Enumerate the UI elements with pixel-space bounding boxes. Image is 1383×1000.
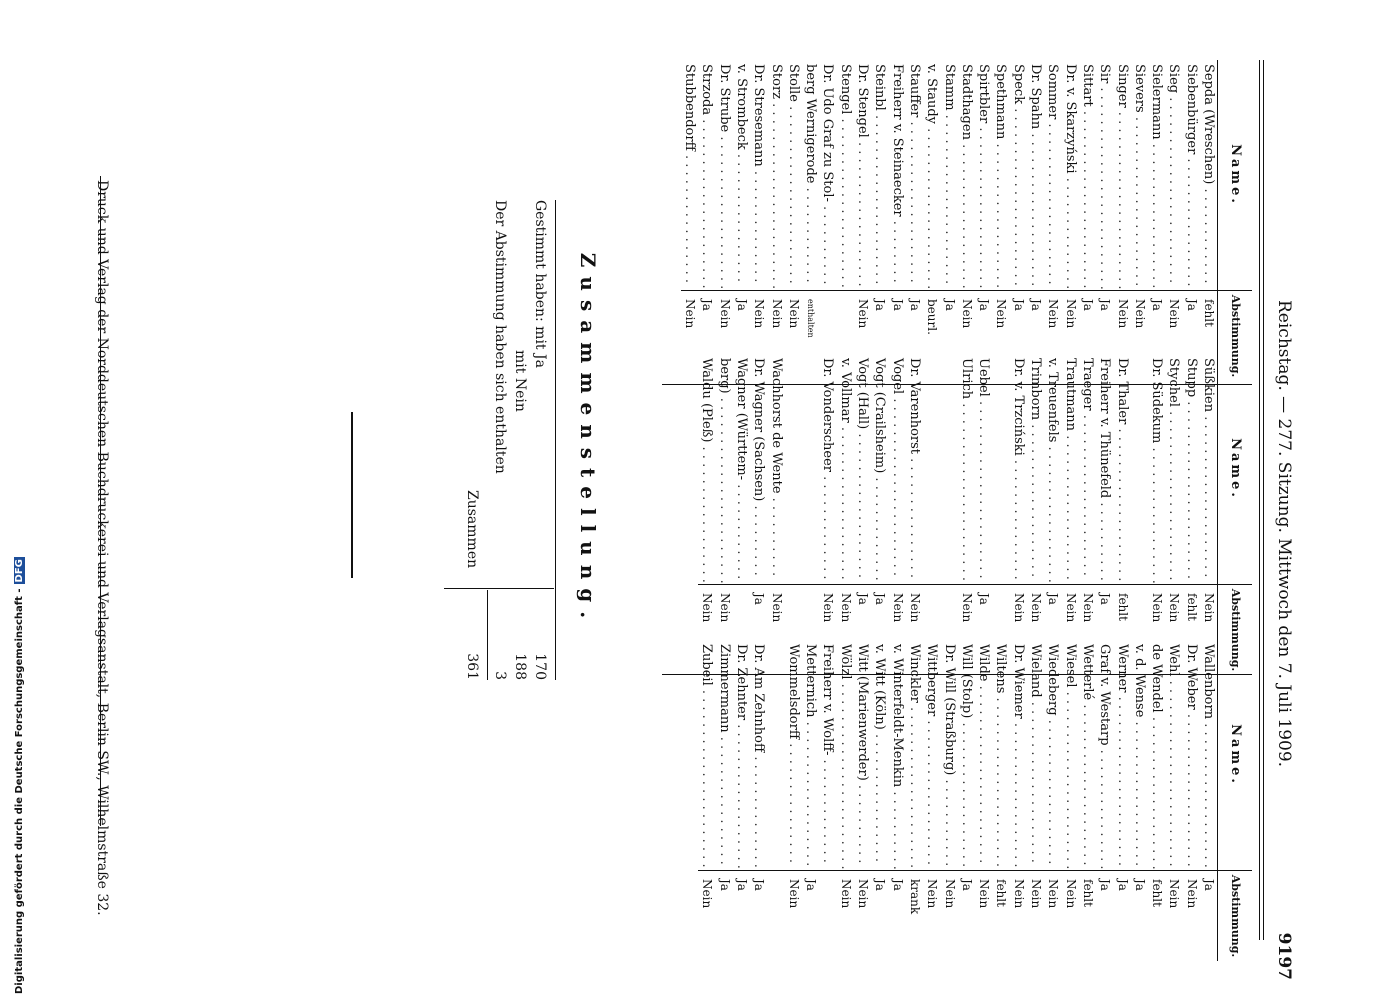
- vote-value: Ja: [975, 290, 992, 380]
- vote-value: Ja: [1079, 290, 1096, 380]
- vote-value: Ja: [1182, 290, 1199, 380]
- table-row: [698, 354, 715, 675]
- table-row: [1131, 60, 1148, 381]
- member-name: Dr. Wiemer . . .: [1009, 640, 1026, 870]
- table-row: [750, 640, 767, 961]
- member-name: Steinbl . . .: [871, 60, 888, 290]
- member-name: Uebel . . .: [975, 354, 992, 584]
- member-name: Werner . . .: [1113, 640, 1130, 870]
- table-row: [767, 60, 784, 381]
- table-header: [1217, 60, 1252, 381]
- vote-value: Nein: [854, 290, 871, 380]
- table-row: [923, 354, 940, 675]
- table-row: [785, 60, 802, 381]
- member-name: Storz . . .: [767, 60, 784, 290]
- table-row: [1113, 354, 1130, 675]
- column-header-vote: Abstimmung.: [1218, 584, 1252, 675]
- header-rule-2: [1259, 60, 1260, 940]
- table-row: [992, 354, 1009, 675]
- table-row: [1079, 60, 1096, 381]
- vote-value: Nein: [975, 870, 992, 960]
- member-name: Siebenbürger . . .: [1182, 60, 1199, 290]
- vote-value: Nein: [836, 870, 853, 960]
- vote-value: Nein: [1061, 290, 1078, 380]
- dfg-logo: DFG: [14, 559, 25, 583]
- member-name: Strzoda . . .: [698, 60, 715, 290]
- member-name: Metternich . . .: [802, 640, 819, 870]
- member-name: v. d. Wense . . .: [1131, 640, 1148, 870]
- vote-value: Nein: [819, 584, 836, 674]
- vote-value: Ja: [888, 290, 905, 380]
- imprint-footer: Druck und Verlag der Norddeutschen Buchdruckerei und Verlagsanstalt, Berlin SW., Wilhelmstraße 32.: [94, 180, 110, 916]
- table-row: [871, 640, 888, 961]
- vote-value: fehlt: [1200, 290, 1217, 380]
- vote-value: Ja: [871, 870, 888, 960]
- member-name: v. Vollmar . . .: [836, 354, 853, 584]
- vote-value: fehlt: [992, 870, 1009, 960]
- table-row: [1182, 640, 1199, 961]
- table-header: [1217, 354, 1252, 675]
- vote-value: Ja: [1113, 870, 1130, 960]
- vote-value: Ja: [1148, 290, 1165, 380]
- vote-value: Ja: [698, 290, 715, 380]
- table-row: [1182, 60, 1199, 381]
- summary-total-rule: [487, 590, 488, 680]
- member-name: Waldu (Pleß) . . .: [698, 354, 715, 584]
- table-row: [836, 354, 853, 675]
- vote-value: Ja: [1096, 290, 1113, 380]
- vote-value: Nein: [1027, 584, 1044, 674]
- table-row: [1009, 60, 1026, 381]
- vote-value: Nein: [1200, 584, 1217, 674]
- summary-title: Zusammenstellung.: [576, 252, 600, 628]
- vote-value: Nein: [1182, 870, 1199, 960]
- vote-value: Ja: [871, 290, 888, 380]
- table-row: [871, 60, 888, 381]
- member-name: Stychel . . .: [1165, 354, 1182, 584]
- vote-value: Nein: [1165, 870, 1182, 960]
- member-name: Dr. Stengel . . .: [854, 60, 871, 290]
- vote-value: Ja: [975, 584, 992, 674]
- divider-line: [351, 412, 353, 578]
- table-row: [906, 60, 923, 381]
- column-header-vote: Abstimmung.: [1218, 870, 1252, 961]
- table-row: [1148, 60, 1165, 381]
- table-row: [958, 640, 975, 961]
- member-name: Dr. Vonderscheer . . .: [819, 354, 836, 584]
- table-row: [1044, 640, 1061, 961]
- table-row: [767, 354, 784, 675]
- table-row: [958, 60, 975, 381]
- member-name: berg Wernigerode . . .: [802, 60, 819, 290]
- member-name: Vogt (Crailsheim) . . .: [871, 354, 888, 584]
- member-name: Freiherr v. Steinaecker . . .: [888, 60, 905, 290]
- vote-value: Nein: [785, 870, 802, 960]
- vote-value: Nein: [1061, 584, 1078, 674]
- summary-line: Der Abstimmung haben sich enthalten 3: [492, 200, 508, 680]
- vote-value: Ja: [802, 870, 819, 960]
- member-name: Wiltens . . .: [992, 640, 1009, 870]
- summary-box: [460, 200, 600, 680]
- member-name: Traeger . . .: [1079, 354, 1096, 584]
- member-name: Freiherr v. Thünefeld . . .: [1096, 354, 1113, 584]
- table-row: [1165, 640, 1182, 961]
- member-name: Dr. Stresemann . . .: [750, 60, 767, 290]
- vote-value: beurl.: [923, 290, 940, 380]
- summary-line: Gestimmt haben: mit Ja 170: [532, 200, 548, 680]
- vote-value: Nein: [681, 290, 698, 380]
- member-name: Dr. Will (Straßburg) . . .: [940, 640, 957, 870]
- vote-value: Nein: [958, 584, 975, 674]
- vote-value: Nein: [1009, 870, 1026, 960]
- member-name: Zimmermann . . .: [715, 640, 732, 870]
- table-row: [733, 640, 750, 961]
- table-row: [1113, 60, 1130, 381]
- table-row: [1200, 354, 1217, 675]
- page-header: [1266, 60, 1300, 980]
- table-header: [1217, 640, 1252, 961]
- member-name: Dr. Am Zehnhoff . . .: [750, 640, 767, 870]
- member-name: Dr. Südekum . . .: [1148, 354, 1165, 584]
- member-name: Sir . . .: [1096, 60, 1113, 290]
- vote-value: Ja: [1096, 870, 1113, 960]
- vote-value: Ja: [1200, 870, 1217, 960]
- member-name: Sepda (Wreschen) . . .: [1200, 60, 1217, 290]
- vote-value: fehlt: [1182, 584, 1199, 674]
- member-name: Stauffer . . .: [906, 60, 923, 290]
- member-name: Stamm . . .: [940, 60, 957, 290]
- vote-value: Nein: [715, 290, 732, 380]
- member-name: Dr. Zehnter . . .: [733, 640, 750, 870]
- table-row: [802, 60, 819, 381]
- table-row: [923, 60, 940, 381]
- header-rule: [1263, 60, 1264, 940]
- vote-value: Nein: [1044, 870, 1061, 960]
- vote-value: Ja: [871, 584, 888, 674]
- vote-value: Ja: [715, 870, 732, 960]
- vote-value: Nein: [1044, 290, 1061, 380]
- table-row: [698, 60, 715, 381]
- member-name: Wieland . . .: [1027, 640, 1044, 870]
- member-name: Will (Stolp) . . .: [958, 640, 975, 870]
- member-name: Dr. Varenhorst . . .: [906, 354, 923, 584]
- table-row: [975, 640, 992, 961]
- table-row: [819, 640, 836, 961]
- table-row: [975, 60, 992, 381]
- table-row: [1096, 640, 1113, 961]
- vote-value: [767, 870, 784, 960]
- vote-value: Nein: [836, 584, 853, 674]
- table-row: [1148, 354, 1165, 675]
- table-row: [1165, 354, 1182, 675]
- member-name: Speck . . .: [1009, 60, 1026, 290]
- member-name: Trimborn . . .: [1027, 354, 1044, 584]
- member-name: Dr. Udo Graf zu Stol- . . .: [819, 60, 836, 290]
- table-row: [1079, 354, 1096, 675]
- table-row: [1027, 60, 1044, 381]
- vote-value: Nein: [1027, 870, 1044, 960]
- table-row: [1009, 354, 1026, 675]
- table-row: [1200, 640, 1217, 961]
- vote-value: Nein: [958, 290, 975, 380]
- member-name: Witt (Marienwerder) . . .: [854, 640, 871, 870]
- member-name: Zubeil . . .: [698, 640, 715, 870]
- member-name: Wiesel . . .: [1061, 640, 1078, 870]
- member-name: Wommelsdorff . . .: [785, 640, 802, 870]
- table-row: [975, 354, 992, 675]
- vote-value: Nein: [1148, 584, 1165, 674]
- table-row: [940, 640, 957, 961]
- vote-value: Ja: [1131, 870, 1148, 960]
- table-row: [819, 60, 836, 381]
- vote-value: Nein: [767, 584, 784, 674]
- member-name: Dr. v. Skarzyński . . .: [1061, 60, 1078, 290]
- vote-value: Nein: [1079, 584, 1096, 674]
- table-row: [1061, 640, 1078, 961]
- table-row: [1200, 60, 1217, 381]
- table-row: [940, 60, 957, 381]
- vote-value: Nein: [906, 584, 923, 674]
- table-row: [888, 640, 905, 961]
- table-row: [923, 640, 940, 961]
- member-name: Dr. Thaler . . .: [1113, 354, 1130, 584]
- vote-value: Nein: [1009, 584, 1026, 674]
- vote-value: Ja: [958, 870, 975, 960]
- vote-value: Ja: [1096, 584, 1113, 674]
- member-name: Stupp . . .: [1182, 354, 1199, 584]
- member-name: v. Witt (Köln) . . .: [871, 640, 888, 870]
- table-row: [1044, 60, 1061, 381]
- member-name: Graf v. Westarp . . .: [1096, 640, 1113, 870]
- member-name: v. Winterfeldt-Menkin . . .: [888, 640, 905, 870]
- member-name: Singer . . .: [1113, 60, 1130, 290]
- vote-value: Nein: [715, 584, 732, 674]
- member-name: Wachhorst de Wente . . .: [767, 354, 784, 584]
- table-row: [715, 640, 732, 961]
- member-name: Dr. v. Trzciński . . .: [1009, 354, 1026, 584]
- table-row: [958, 354, 975, 675]
- member-name: de Wendel . . .: [1148, 640, 1165, 870]
- table-row: [940, 354, 957, 675]
- member-name: v. Strombeck . . .: [733, 60, 750, 290]
- vote-value: Nein: [992, 290, 1009, 380]
- table-row: [836, 640, 853, 961]
- vote-value: Nein: [698, 584, 715, 674]
- page-title: Reichstag. — 277. Sitzung. Mittwoch den 7. Juli 1909.: [1274, 300, 1294, 768]
- table-row: [733, 60, 750, 381]
- vote-value: Ja: [733, 290, 750, 380]
- table-row: [1061, 60, 1078, 381]
- vote-value: Ja: [750, 584, 767, 674]
- table-row: [1044, 354, 1061, 675]
- member-name: Trautmann . . .: [1061, 354, 1078, 584]
- member-name: v. Staudy . . .: [923, 60, 940, 290]
- table-row: [1165, 60, 1182, 381]
- column-header-name: Name.: [1227, 438, 1243, 500]
- vote-value: Nein: [854, 870, 871, 960]
- vote-value: Nein: [1113, 290, 1130, 380]
- member-name: Dr. Spahn . . .: [1027, 60, 1044, 290]
- member-name: Sielermann . . .: [1148, 60, 1165, 290]
- vote-value: Nein: [698, 870, 715, 960]
- member-name: Stengel . . .: [836, 60, 853, 290]
- table-row: [715, 60, 732, 381]
- table-row: [1131, 354, 1148, 675]
- table-row: [871, 354, 888, 675]
- table-row: [733, 354, 750, 675]
- member-name: Winckler . . .: [906, 640, 923, 870]
- table-row: [854, 60, 871, 381]
- table-row: [750, 60, 767, 381]
- vote-value: krank: [906, 870, 923, 960]
- table-row: [785, 354, 802, 675]
- table-row: [992, 60, 1009, 381]
- vote-value: Nein: [1131, 290, 1148, 380]
- member-name: Ulrich . . .: [958, 354, 975, 584]
- table-column-1: [642, 60, 1252, 381]
- column-header-vote: Abstimmung.: [1218, 290, 1252, 381]
- vote-value: Nein: [1061, 870, 1078, 960]
- table-row: [1027, 354, 1044, 675]
- vote-value: Ja: [733, 870, 750, 960]
- table-row: [819, 354, 836, 675]
- summary-line: mit Nein 188: [512, 350, 528, 680]
- member-name: Dr. Weber . . .: [1182, 640, 1199, 870]
- dfg-text: Digitalisierung gefördert durch die Deutsche Forschungsgemeinschaft -: [14, 588, 25, 994]
- table-row: [1182, 354, 1199, 675]
- table-row: [767, 640, 784, 961]
- summary-rule: [555, 200, 556, 680]
- page-number: 9197: [1274, 932, 1294, 980]
- table-row: [681, 60, 698, 381]
- page-body: [80, 60, 1300, 980]
- table-row: [802, 640, 819, 961]
- member-name: Dr. Strube . . .: [715, 60, 732, 290]
- table-row: [802, 354, 819, 675]
- table-row: [854, 640, 871, 961]
- member-name: Wiedeberg . . .: [1044, 640, 1061, 870]
- table-row: [715, 354, 732, 675]
- vote-value: enthalten: [802, 290, 819, 380]
- member-name: Sommer . . .: [1044, 60, 1061, 290]
- member-name: Spethmann . . .: [992, 60, 1009, 290]
- vote-value: Nein: [767, 290, 784, 380]
- member-name: Sieg . . .: [1165, 60, 1182, 290]
- table-row: [785, 640, 802, 961]
- member-name: Vogt (Hall) . . .: [854, 354, 871, 584]
- member-name: Dr. Wagner (Sachsen) . . .: [750, 354, 767, 584]
- table-column-2: [642, 354, 1252, 675]
- vote-value: Nein: [785, 290, 802, 380]
- member-name: Freiherr v. Wolff- . . .: [819, 640, 836, 870]
- vote-value: Ja: [1009, 290, 1026, 380]
- member-name: Süßkien . . .: [1200, 354, 1217, 584]
- vote-value: Ja: [750, 870, 767, 960]
- dfg-note: [14, 557, 25, 994]
- summary-total: Zusammen 361: [464, 490, 480, 680]
- vote-value: Nein: [923, 870, 940, 960]
- vote-value: Nein: [1165, 290, 1182, 380]
- vote-value: fehlt: [1113, 584, 1130, 674]
- member-name: Stolle . . .: [785, 60, 802, 290]
- table-row: [906, 640, 923, 961]
- table-row: [1096, 354, 1113, 675]
- member-name: Sittart . . .: [1079, 60, 1096, 290]
- member-name: Stubbendorff . . .: [681, 60, 698, 290]
- vote-value: Nein: [888, 584, 905, 674]
- member-name: Stadthagen . . .: [958, 60, 975, 290]
- table-row: [1079, 640, 1096, 961]
- column-header-name: Name.: [1227, 724, 1243, 786]
- table-row: [1131, 640, 1148, 961]
- vote-value: Ja: [1044, 584, 1061, 674]
- table-row: [1148, 640, 1165, 961]
- member-name: Wagner (Württem- . . .: [733, 354, 750, 584]
- table-row: [992, 640, 1009, 961]
- vote-value: Nein: [750, 290, 767, 380]
- table-row: [906, 354, 923, 675]
- table-row: [1113, 640, 1130, 961]
- table-row: [1096, 60, 1113, 381]
- member-name: Sievers . . .: [1131, 60, 1148, 290]
- table-row: [698, 640, 715, 961]
- table-column-3: [642, 640, 1252, 961]
- vote-value: fehlt: [1079, 870, 1096, 960]
- table-row: [888, 354, 905, 675]
- member-name: Vogel . . .: [888, 354, 905, 584]
- table-row: [1009, 640, 1026, 961]
- vote-value: Ja: [906, 290, 923, 380]
- member-name: Wölzl . . .: [836, 640, 853, 870]
- member-name: Wilde . . .: [975, 640, 992, 870]
- vote-value: Ja: [854, 584, 871, 674]
- member-name: v. Treuenfels . . .: [1044, 354, 1061, 584]
- member-name: berg) . . .: [715, 354, 732, 584]
- member-name: Spirtbler . . .: [975, 60, 992, 290]
- table-row: [854, 354, 871, 675]
- vote-value: Nein: [1165, 584, 1182, 674]
- member-name: Wallenborn . . .: [1200, 640, 1217, 870]
- vote-value: Nein: [940, 870, 957, 960]
- vote-value: Ja: [940, 290, 957, 380]
- table-row: [836, 60, 853, 381]
- vote-value: fehlt: [1148, 870, 1165, 960]
- member-name: Wetterlé . . .: [1079, 640, 1096, 870]
- vote-value: [819, 870, 836, 960]
- member-name: Wehl . . .: [1165, 640, 1182, 870]
- table-row: [1027, 640, 1044, 961]
- column-header-name: Name.: [1227, 144, 1243, 206]
- table-row: [888, 60, 905, 381]
- vote-value: Ja: [888, 870, 905, 960]
- table-row: [1061, 354, 1078, 675]
- member-name: Wittberger . . .: [923, 640, 940, 870]
- vote-value: Ja: [1027, 290, 1044, 380]
- table-row: [750, 354, 767, 675]
